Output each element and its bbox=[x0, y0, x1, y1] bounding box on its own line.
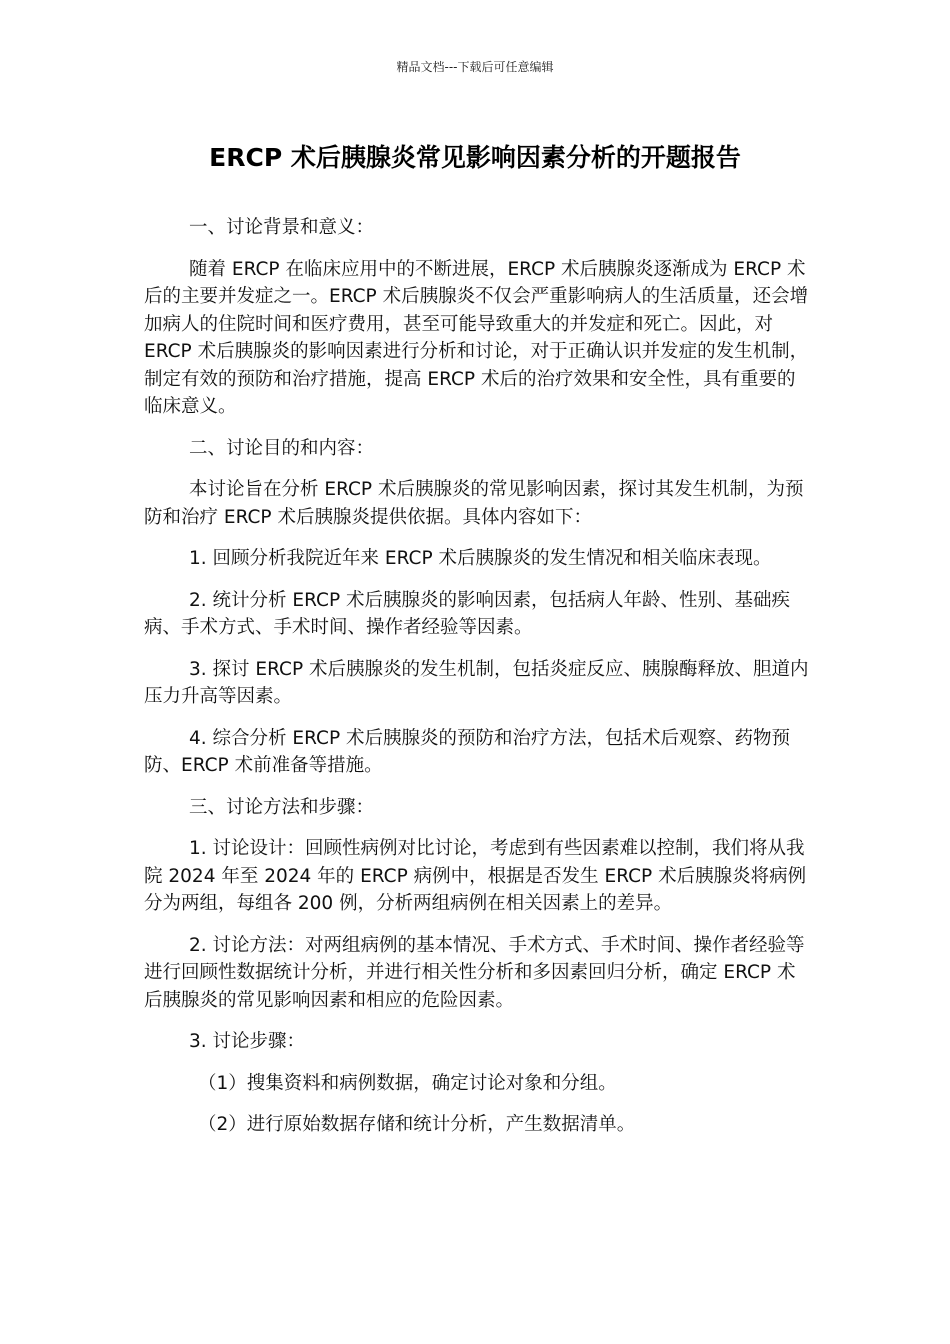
list-item-4: 4. 综合分析 ERCP 术后胰腺炎的预防和治疗方法，包括术后观察、药物预防、ERCP 术前准备等措施。 bbox=[144, 727, 790, 776]
method-approach: 2. 讨论方法：对两组病例的基本情况、手术方式、手术时间、操作者经验等进行回顾性数据统计分析，并进行相关性分析和多因素回归分析，确定 ERCP 术后胰腺炎的常见影响因素和相应的危险因素。 bbox=[144, 934, 805, 1011]
list-item-3: 3. 探讨 ERCP 术后胰腺炎的发生机制，包括炎症反应、胰腺酶释放、胆道内压力升高等因素。 bbox=[144, 658, 809, 707]
list-item-2: 2. 统计分析 ERCP 术后胰腺炎的影响因素，包括病人年龄、性别、基础疾病、手术方式、手术时间、操作者经验等因素。 bbox=[144, 589, 790, 638]
section-heading-methods: 三、讨论方法和步骤： bbox=[189, 796, 375, 818]
document-body bbox=[144, 214, 810, 1153]
paragraph-purpose: 本讨论旨在分析 ERCP 术后胰腺炎的常见影响因素，探讨其发生机制，为预防和治疗 ERCP 术后胰腺炎提供依据。具体内容如下： bbox=[144, 479, 804, 528]
paragraph-background: 随着 ERCP 在临床应用中的不断进展，ERCP 术后胰腺炎逐渐成为 ERCP 术后的主要并发症之一。ERCP 术后胰腺炎不仅会严重影响病人的生活质量，还会增加病人的住院时间和医疗费用，甚至可能导致重大的并发症和死亡。因此，对 ERCP 术后胰腺炎的影响因素进行分析和讨论，对于正确认识并发症的发生机制，制定有效的预防和治疗措施，提高 ERCP 术后的治疗效果和安全性，具有重要的临床意义。 bbox=[144, 258, 809, 417]
step-item-2: （2）进行原始数据存储和统计分析，产生数据清单。 bbox=[198, 1114, 636, 1135]
header-note: 精品文档---下载后可任意编辑 bbox=[396, 60, 554, 74]
step-item-1: （1）搜集资料和病例数据，确定讨论对象和分组。 bbox=[198, 1072, 617, 1094]
document-title: ERCP 术后胰腺炎常见影响因素分析的开题报告 bbox=[209, 143, 741, 172]
method-steps-heading: 3. 讨论步骤： bbox=[189, 1031, 306, 1052]
section-heading-purpose: 二、讨论目的和内容： bbox=[189, 437, 375, 459]
method-design: 1. 讨论设计：回顾性病例对比讨论，考虑到有些因素难以控制，我们将从我院 2024 年至 2024 年的 ERCP 病例中，根据是否发生 ERCP 术后胰腺炎将病例分为两组，每组各 200 例，分析两组病例在相关因素上的差异。 bbox=[144, 838, 807, 914]
list-item-1: 1. 回顾分析我院近年来 ERCP 术后胰腺炎的发生情况和相关临床表现。 bbox=[189, 548, 772, 569]
section-heading-background: 一、讨论背景和意义： bbox=[189, 217, 375, 238]
